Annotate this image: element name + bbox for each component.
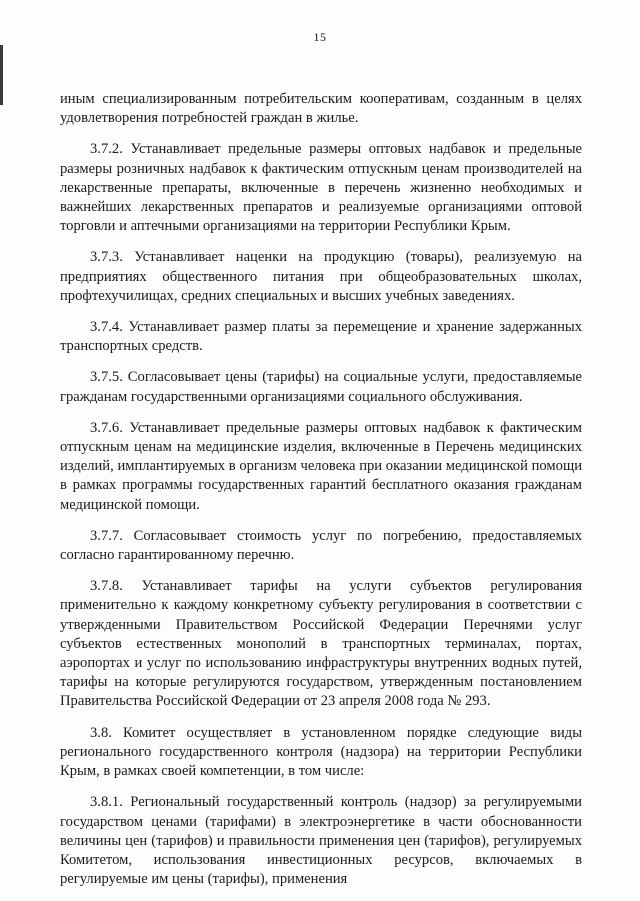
paragraph-continuation: иным специализированным потребительским кооперативам, созданным в целях удовлетворения потребностей граждан в жилье. [60,91,582,127]
paragraph-3-8-1: 3.8.1. Региональный государственный контроль (надзор) за регулируемыми государством ценами (тарифами) в электроэнергетике в части обоснованности величины цен (тарифов) и правильности применения цен (тарифов), регулируемых Комитетом, использования инвестиционных ресурсов, включаемых в регулируемые им цены (тарифы), применения [60,794,582,888]
paragraph-3-7-5: 3.7.5. Согласовывает цены (тарифы) на социальные услуги, предоставляемые гражданам государственными организациями социального обслуживания. [60,369,582,405]
scan-edge-mark [0,45,3,105]
paragraph-3-7-2: 3.7.2. Устанавливает предельные размеры оптовых надбавок и предельные размеры розничных надбавок к фактическим отпускным ценам производителей на лекарственные препараты, включенные в перечень жизненно необходимых и важнейших лекарственных препаратов и реализуемые организациями оптовой торговли и аптечными организациями на территории Республики Крым. [60,141,582,235]
paragraph-3-7-8: 3.7.8. Устанавливает тарифы на услуги субъектов регулирования применительно к каждому конкретному субъекту регулирования в соответствии с утвержденными Правительством Российской Федерации Перечнями услуг субъектов естественных монополий в транспортных терминалах, портах, аэропортах и услуг по использованию инфраструктуры внутренних водных путей, тарифы на которые регулируются государством, утвержденным постановлением Правительства Российской Федерации от 23 апреля 2008 года № 293. [60,578,582,710]
page-number: 15 [313,30,327,44]
paragraph-3-7-4: 3.7.4. Устанавливает размер платы за перемещение и хранение задержанных транспортных средств. [60,319,582,355]
paragraph-3-7-7: 3.7.7. Согласовывает стоимость услуг по погребению, предоставляемых согласно гарантированному перечню. [60,527,582,564]
document-body [60,90,582,889]
paragraph-3-8: 3.8. Комитет осуществляет в установленном порядке следующие виды регионального государственного контроля (надзора) на территории Республики Крым, в рамках своей компетенции, в том числе: [60,724,582,780]
paragraph-3-7-3: 3.7.3. Устанавливает наценки на продукцию (товары), реализуемую на предприятиях общественного питания при общеобразовательных школах, профтехучилищах, средних специальных и высших учебных заведениях. [60,249,582,304]
paragraph-3-7-6: 3.7.6. Устанавливает предельные размеры оптовых надбавок к фактическим отпускным ценам на медицинские изделия, включенные в Перечень медицинских изделий, имплантируемых в организм человека при оказании медицинской помощи в рамках программы государственных гарантий бесплатного оказания гражданам медицинской помощи. [60,419,582,513]
